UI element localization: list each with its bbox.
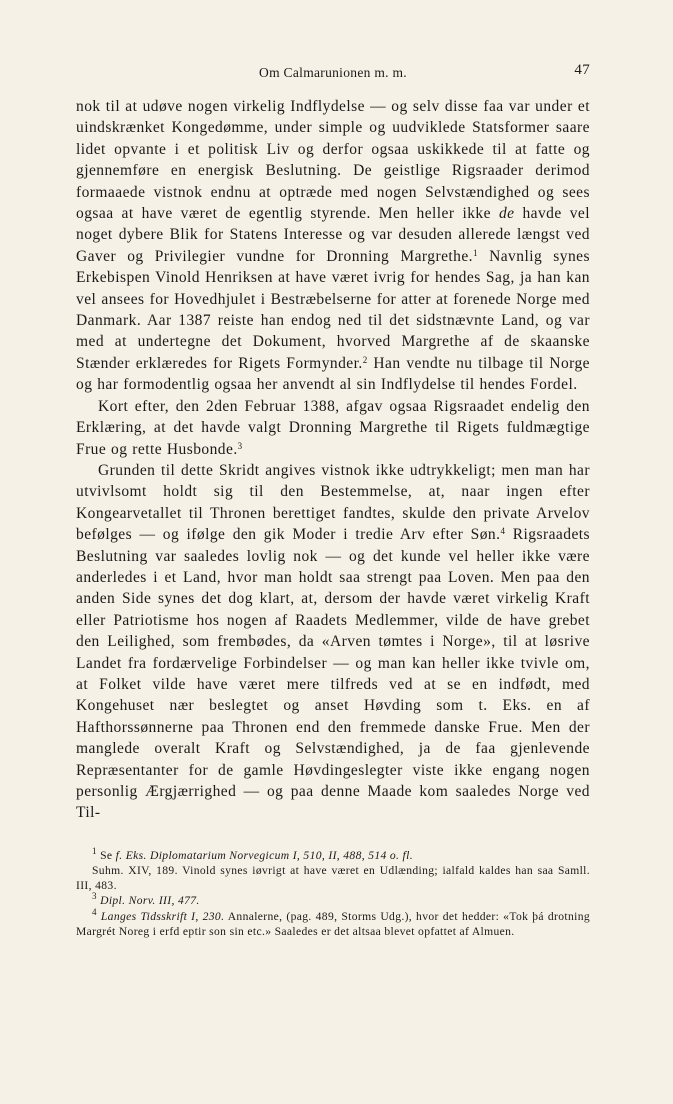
running-header	[76, 60, 590, 86]
footnote-ref: 4	[500, 526, 506, 537]
footnote-text: Annalerne, (pag. 489, Storms Udg.), hvor det hedder: «Tok þá drotning Margrét Noreg i erfd eptir son sin etc.» Saaledes er det altsaa blevet opfattet af Almuen.	[76, 909, 590, 938]
text-run: Kort efter, den 2den Februar 1388, afgav ogsaa Rigsraadet endelig den Erklæring, at det havde valgt Dronning Margrethe til Rigets fuldmægtige Frue og rette Husbonde.	[76, 397, 590, 458]
paragraph-3	[76, 460, 590, 824]
footnote-mark: 4	[92, 906, 97, 917]
paragraph-1	[76, 96, 590, 396]
text-run: Rigsraadets Beslutning var saaledes lovlig nok — og det kunde vel heller ikke være anderledes i et Land, hvor man holdt saa strengt paa Loven. Men paa den anden Side synes det dog klart, at, dersom der havde været virkelig Kraft eller Patriotisme hos nogen af Raadets Medlemmer, vilde de have grebet den Leilighed, som frembødes, da «Arven tømtes i Norge», til at løsrive Landet fra fordærvelige Forbindelser — og man kan heller ikke tvivle om, at Folket vilde have været mere tilfreds ved at se en indfødt, med Kongehuset nær beslegtet og anset Høvding som t. Eks. en af Hafthorssønnerne paa Thronen end den fremmede danske Frue. Men der manglede overalt Kraft og Selvstændighed, ja de faa gjenlevende Repræsentanter for de gamle Høvdingeslegter viste ikke engang nogen personlig Ærgjærrighed — og paa denne Maade kom saaledes Norge ved Til-	[76, 526, 591, 822]
running-title: Om Calmarunionen m. m.	[259, 65, 407, 80]
book-page	[76, 60, 590, 939]
footnote-citation: Dipl. Norv. III, 477.	[100, 894, 200, 908]
emphasis-text: de	[498, 205, 515, 223]
footnote-mark: 1	[92, 845, 97, 856]
footnote-citation: Langes Tidsskrift I, 230.	[100, 909, 225, 923]
footnotes	[76, 845, 590, 939]
footnote-3	[76, 893, 590, 908]
footnote-1	[76, 845, 590, 863]
footnote-ref: 3	[237, 440, 243, 451]
footnote-4	[76, 906, 590, 939]
text-run: nok til at udøve nogen virkelig Indflydelse — og selv disse faa var under et uindskrænket Kongedømme, under simple og uudviklede Statsformer saare lidet opvante i et politisk Liv og derfor ogsaa uskikkede til at fatte og gjennemføre en energisk Beslutning. De geistlige Rigsraader derimod formaaede vistnok endnu at optræde med nogen Selvstændighed og sees ogsaa at have været de egentlig styrende. Men heller ikke	[76, 98, 590, 223]
page-number: 47	[574, 62, 590, 78]
footnote-ref: 2	[362, 354, 368, 365]
text-run: Navnlig synes Erkebispen Vinold Henriksen at have været ivrig for hendes Sag, ja han kan vel ansees for Hovedhjulet i Bestræbelserne for atter at forenede Norge med Danmark. Aar 1387 reiste han endog ned til det sidstnævnte Land, og var med at undertegne det Dokument, hvorved Margrethe af de skaanske Stænder erklæredes for Rigets Formynder.	[76, 247, 590, 372]
text-run: Han vendte nu tilbage til Norge og har formodentlig ogsaa her anvendt al sin Indflydelse til hendes Fordel.	[76, 354, 591, 394]
footnote-ref: 1	[473, 247, 478, 258]
footnote-mark: 3	[92, 891, 97, 902]
footnote-1-continuation: Suhm. XIV, 189. Vinold synes iøvrigt at have været en Udlænding; ialfald kaldes han saa Samll. III, 483.	[76, 864, 590, 893]
text-run: havde vel noget dybere Blik for Statens Interesse og var desuden allerede længst ved Gaver og Privilegier vundne for Dronning Margrethe.	[76, 205, 590, 265]
text-run: Grunden til dette Skridt angives vistnok ikke udtrykkeligt; men man har utvivlsomt holdt sig til den Bestemmelse, at, naar ingen efter Kongearvetallet til Thronen berettiget fandtes, skulde den private Arvelov befølges — og ifølge den gik Moder i tredie Arv efter Søn.	[76, 461, 590, 544]
paragraph-2	[76, 396, 590, 460]
body-text	[76, 96, 590, 824]
footnote-citation: f. Eks. Diplomatarium Norvegicum I, 510, II, 488, 514 o. fl.	[115, 848, 413, 862]
footnote-text: Se	[96, 848, 116, 862]
